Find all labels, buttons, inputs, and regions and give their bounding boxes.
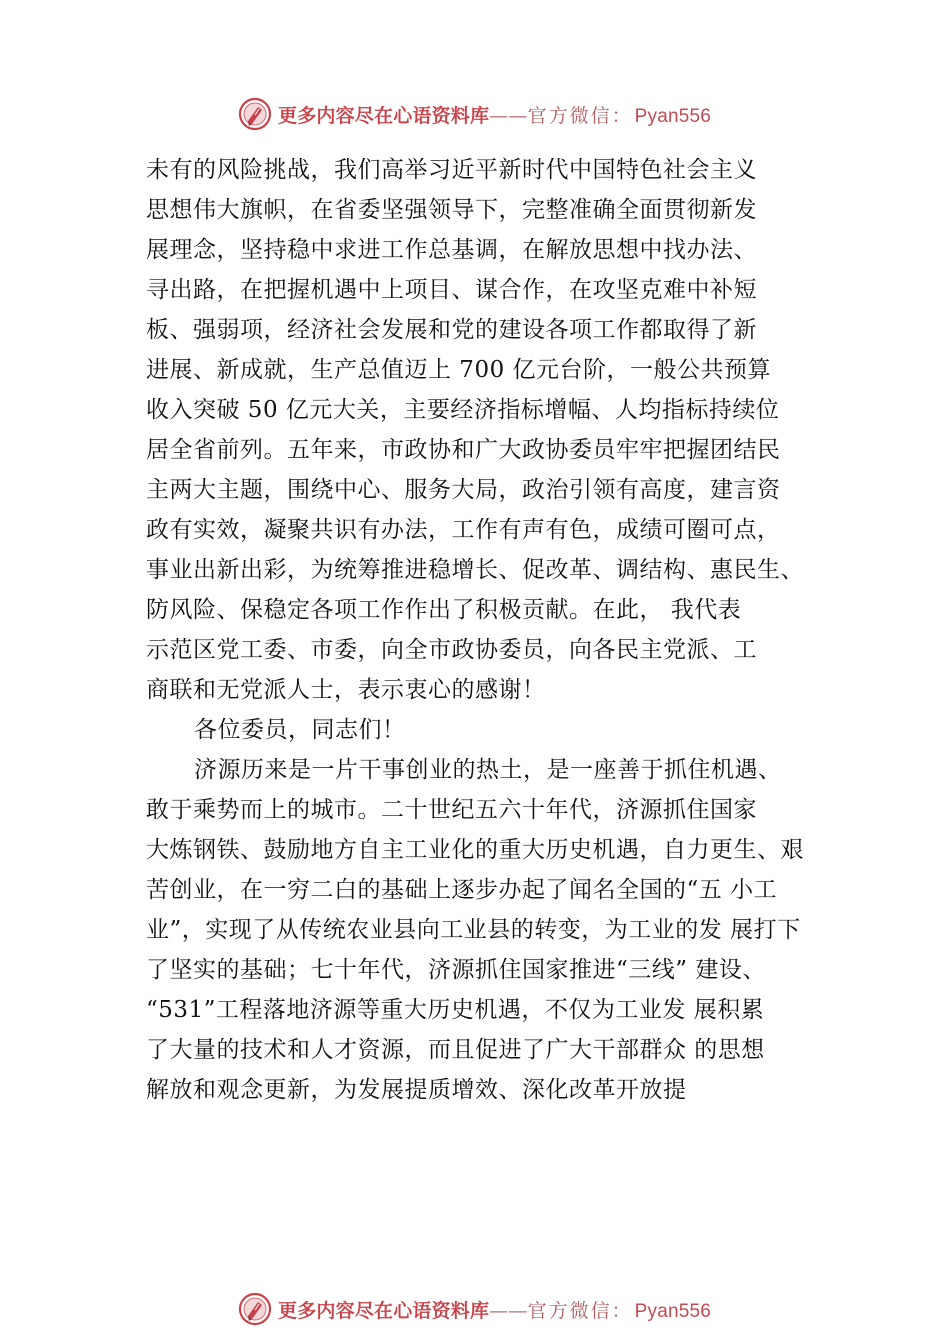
text-line: 思想伟大旗帜，在省委坚强领导下，完整准确全面贯彻新发 xyxy=(146,197,757,223)
text-line: 了坚实的基础；七十年代，济源抓住国家推进“三线” 建设、 xyxy=(146,957,766,983)
text-line: 寻出路，在把握机遇中上项目、谋合作，在攻坚克难中补短 xyxy=(146,277,757,303)
header-watermark-text xyxy=(278,101,711,128)
text-line: 解放和观念更新，为发展提质增效、深化改革开放提 xyxy=(146,1077,687,1103)
text-line: 大炼钢铁、鼓励地方自主工业化的重大历史机遇，自力更生、艰 xyxy=(146,837,804,863)
header-brand-name: 更多内容尽在心语资料库 xyxy=(278,104,490,127)
text-line: “531”工程落地济源等重大历史机遇，不仅为工业发 展积累 xyxy=(146,997,765,1023)
text-line: 收入突破 50 亿元大关，主要经济指标增幅、人均指标持续位 xyxy=(146,397,780,423)
text-line: 板、强弱项，经济社会发展和党的建设各项工作都取得了新 xyxy=(146,317,757,343)
text-line: 示范区党工委、市委，向全市政协委员，向各民主党派、工 xyxy=(146,637,757,663)
paragraph-start-line: 济源历来是一片干事创业的热土，是一座善于抓住机遇、 xyxy=(194,757,782,783)
footer-wechat-label: 官方微信： xyxy=(527,1299,633,1322)
footer-brand-name: 更多内容尽在心语资料库 xyxy=(278,1299,490,1322)
footer-wechat-id: Pyan556 xyxy=(634,1300,712,1322)
header-wechat-id: Pyan556 xyxy=(634,105,712,127)
text-line: 事业出新出彩，为统筹推进稳增长、促改革、调结构、惠民生、 xyxy=(146,557,804,583)
header-wechat-label: 官方微信： xyxy=(527,104,633,127)
text-line: 居全省前列。五年来，市政协和广大政协委员牢牢把握团结民 xyxy=(146,437,781,463)
text-line: 商联和无党派人士，表示衷心的感谢！ xyxy=(146,677,546,703)
text-line: 了大量的技术和人才资源，而且促进了广大干部群众 的思想 xyxy=(146,1037,765,1063)
salutation-line: 各位委员，同志们！ xyxy=(194,717,406,743)
header-separator: —— xyxy=(489,104,528,127)
header-watermark xyxy=(238,94,711,134)
footer-watermark xyxy=(238,1289,711,1329)
text-line: 展理念，坚持稳中求进工作总基调，在解放思想中找办法、 xyxy=(146,237,757,263)
text-line: 未有的风险挑战，我们高举习近平新时代中国特色社会主义 xyxy=(146,157,757,183)
footer-watermark-text xyxy=(278,1296,711,1323)
text-line: 防风险、保稳定各项工作作出了积极贡献。在此， 我代表 xyxy=(146,597,742,623)
footer-separator: —— xyxy=(489,1299,528,1322)
text-line: 业”，实现了从传统农业县向工业县的转变，为工业的发 展打下 xyxy=(146,917,801,943)
text-line: 政有实效，凝聚共识有办法，工作有声有色，成绩可圈可点， xyxy=(146,517,781,543)
pen-nib-logo-icon xyxy=(238,1292,272,1326)
text-line: 苦创业，在一穷二白的基础上逐步办起了闻名全国的“五 小工 xyxy=(146,877,778,903)
text-line: 进展、新成就，生产总值迈上 700 亿元台阶，一般公共预算 xyxy=(146,357,772,383)
pen-nib-logo-icon xyxy=(238,97,272,131)
body-text xyxy=(146,150,836,1110)
text-line: 敢于乘势而上的城市。二十世纪五六十年代，济源抓住国家 xyxy=(146,797,757,823)
text-line: 主两大主题，围绕中心、服务大局，政治引领有高度，建言资 xyxy=(146,477,781,503)
